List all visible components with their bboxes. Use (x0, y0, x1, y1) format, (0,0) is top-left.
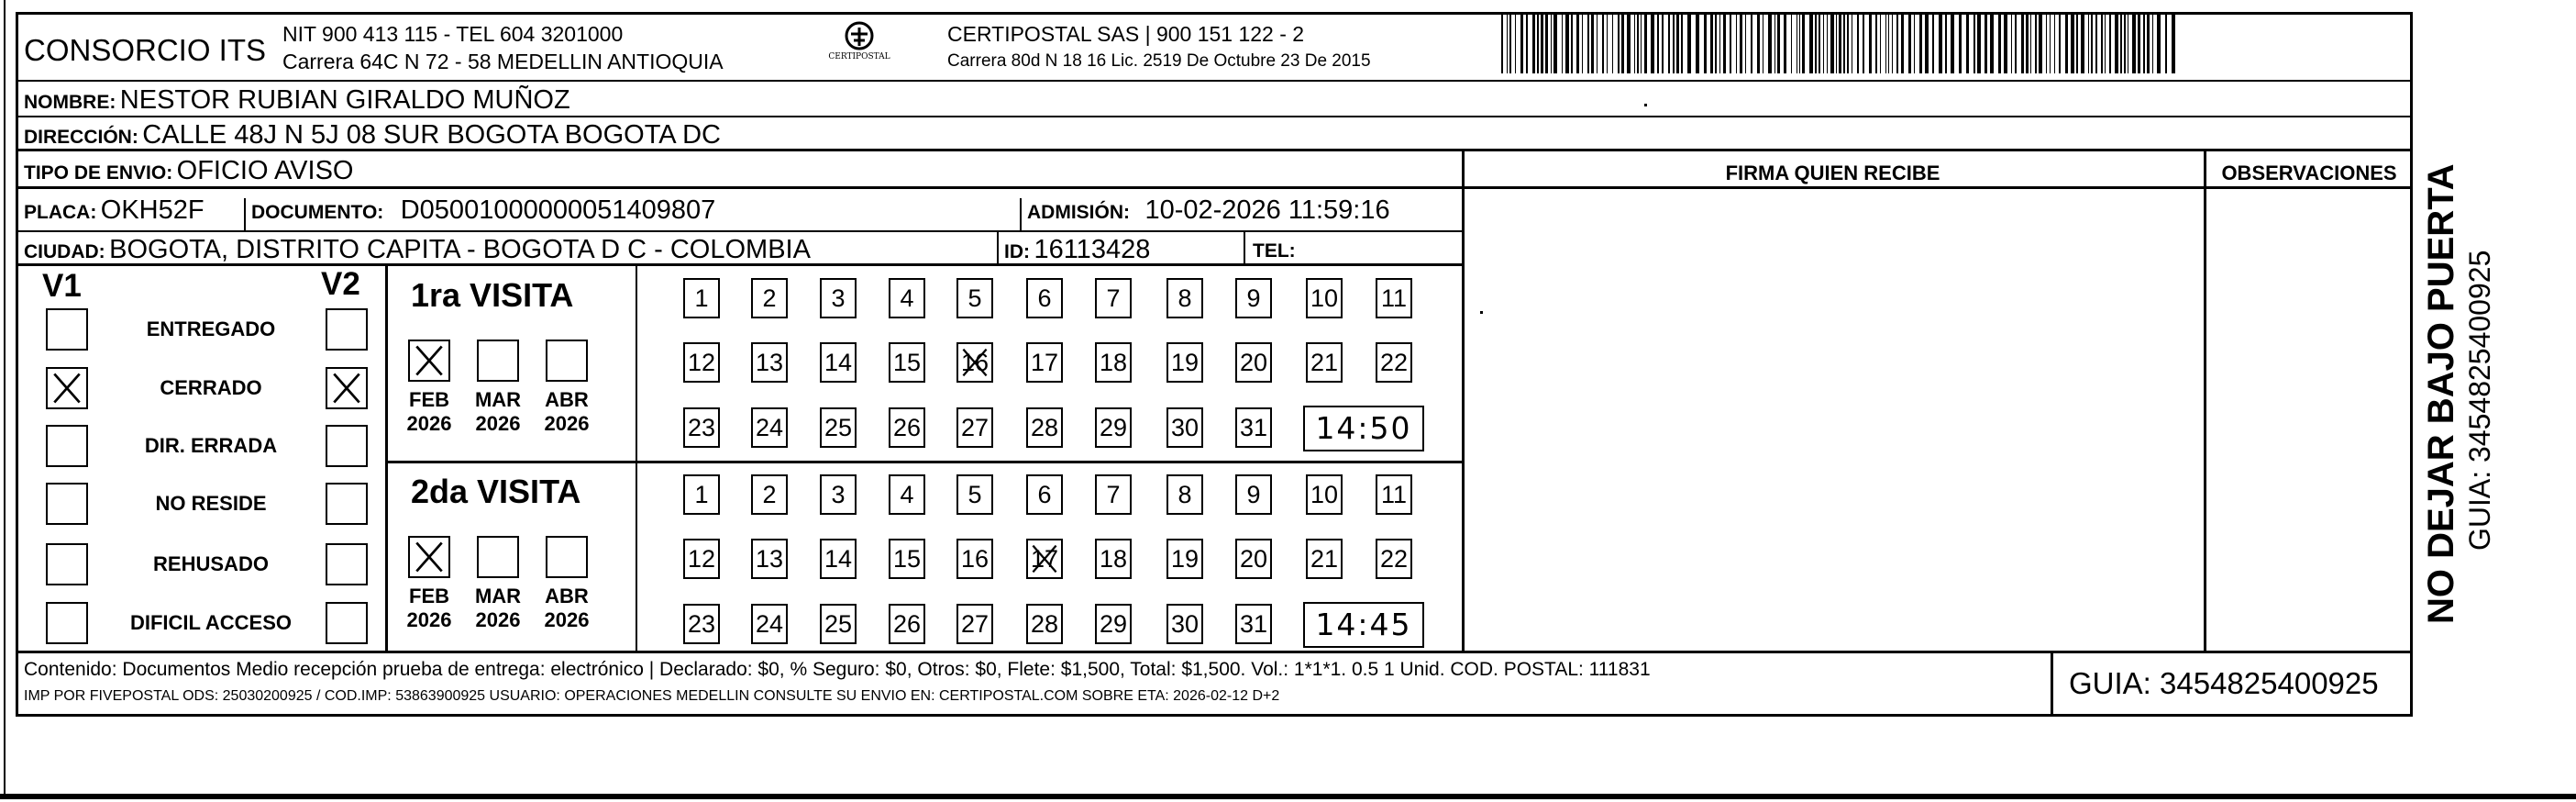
visit-day-box[interactable]: 19 (1166, 539, 1203, 579)
barcode-bar (1587, 13, 1589, 73)
visit-day-box[interactable]: 7 (1095, 278, 1132, 318)
barcode-bar (2059, 13, 2061, 73)
address-value: CALLE 48J N 5J 08 SUR BOGOTA BOGOTA DC (142, 120, 721, 150)
barcode-bar (1696, 13, 1699, 73)
visit-day-box[interactable]: 28 (1026, 407, 1063, 448)
barcode-bar (2091, 13, 2093, 73)
barcode-bar (1571, 13, 1573, 73)
visit-month-checkbox[interactable] (546, 536, 588, 578)
day-x-mark-icon (1028, 540, 1061, 577)
city-label: CIUDAD: (24, 241, 105, 262)
barcode-bar (1802, 13, 1805, 73)
visit-day-box[interactable]: 16 (956, 342, 993, 383)
company-name: CONSORCIO ITS (24, 33, 267, 67)
barcode-bar (2138, 13, 2140, 73)
x-mark-icon (48, 369, 86, 407)
visit-day-box[interactable]: 7 (1095, 474, 1132, 515)
barcode-bar (2120, 13, 2122, 73)
visit-day-box[interactable]: 4 (889, 278, 925, 318)
name-value: NESTOR RUBIAN GIRALDO MUÑOZ (119, 85, 570, 115)
status-v1-checkbox[interactable] (46, 483, 88, 525)
barcode-bar (1668, 13, 1670, 73)
barcode-bar (1819, 13, 1820, 73)
barcode-bar (1602, 13, 1604, 73)
visit-time-box[interactable]: 14:45 (1303, 602, 1424, 648)
visit-month-checkbox[interactable] (408, 340, 450, 382)
barcode-bar (1757, 13, 1760, 73)
barcode-bar (1863, 13, 1864, 73)
barcode-bar (2165, 13, 2167, 73)
visit-month-checkbox[interactable] (477, 536, 519, 578)
visit-day-box[interactable]: 13 (751, 342, 788, 383)
company-address: Carrera 64C N 72 - 58 MEDELLIN ANTIOQUIA (282, 50, 724, 73)
barcode-bar (2152, 13, 2153, 73)
barcode-bar (1857, 13, 1859, 73)
barcode-bar (1951, 13, 1954, 73)
status-v1-checkbox[interactable] (46, 602, 88, 644)
barcode-bar (1545, 13, 1548, 73)
visit-day-box[interactable]: 18 (1095, 342, 1132, 383)
barcode-bar (2071, 13, 2074, 73)
company-nit: NIT 900 413 115 - TEL 604 3201000 (282, 22, 624, 46)
barcode-bar (1537, 13, 1539, 73)
status-v2-checkbox[interactable] (326, 308, 368, 351)
visit-day-box[interactable]: 16 (956, 539, 993, 579)
barcode-bar (2035, 13, 2037, 73)
barcode-bar (1715, 13, 1717, 73)
barcode-bar (1657, 13, 1659, 73)
barcode-bar (2030, 13, 2031, 73)
barcode-bar (1621, 13, 1624, 73)
barcode-bar (2115, 13, 2118, 73)
visit-day-box[interactable]: 9 (1235, 278, 1272, 318)
barcode-bar (1914, 13, 1915, 73)
visit-day-box[interactable]: 1 (683, 278, 720, 318)
visit-day-box[interactable]: 23 (683, 604, 720, 644)
visit-day-box[interactable]: 3 (820, 278, 857, 318)
carrier-address: Carrera 80d N 18 16 Lic. 2519 De Octubre 23 De 2015 (947, 51, 1371, 71)
barcode-bar (1553, 13, 1557, 73)
visit-day-box[interactable]: 22 (1376, 342, 1412, 383)
document-label: DOCUMENTO: (251, 202, 384, 223)
visit-day-box[interactable]: 1 (683, 474, 720, 515)
barcode-bar (1751, 13, 1752, 73)
visit-day-box[interactable]: 24 (751, 407, 788, 448)
barcode-bar (1730, 13, 1731, 73)
admission-label: ADMISIÓN: (1027, 202, 1130, 223)
stray-dot (1480, 311, 1483, 314)
visit-day-box[interactable]: 26 (889, 407, 925, 448)
visit-year-label: 2026 (475, 608, 521, 631)
barcode-bar (1565, 13, 1569, 73)
barcode-bar (1932, 13, 1934, 73)
visit-day-box[interactable]: 6 (1026, 278, 1063, 318)
visit-month-checkbox[interactable] (546, 340, 588, 382)
barcode-bar (2076, 13, 2078, 73)
barcode-bar (2021, 13, 2024, 73)
barcode-bar (2088, 13, 2089, 73)
barcode-bar (2026, 13, 2029, 73)
barcode-bar (1618, 13, 1620, 73)
visit-day-box[interactable]: 23 (683, 407, 720, 448)
visit-day-box[interactable]: 31 (1235, 604, 1272, 644)
barcode-bar (1977, 13, 1981, 73)
barcode-bar (1809, 13, 1813, 73)
barcode-bar (1784, 13, 1786, 73)
barcode-bar (1719, 13, 1720, 73)
barcode-bar (1687, 13, 1691, 73)
barcode-bar (2011, 13, 2012, 73)
barcode-bar (1736, 13, 1737, 73)
type-value: OFICIO AVISO (176, 156, 354, 185)
visit-title: 1ra VISITA (411, 276, 574, 314)
certipostal-logo (827, 20, 891, 66)
visit-day-box[interactable]: 2 (751, 474, 788, 515)
visit-day-box[interactable]: 31 (1235, 407, 1272, 448)
visit-year-label: 2026 (544, 608, 590, 631)
bottom-cut-line (0, 794, 2576, 799)
barcode-bar (1985, 13, 1987, 73)
barcode-bar (1799, 13, 1800, 73)
barcode-bar (1501, 13, 1503, 73)
visit-month-divider (636, 263, 637, 651)
barcode-bar (2105, 13, 2106, 73)
barcode-bar (1777, 13, 1780, 73)
barcode-bar (1919, 13, 1922, 73)
barcode-bar (1526, 13, 1528, 73)
barcode-bar (2004, 13, 2007, 73)
tel-label: TEL: (1253, 240, 1296, 262)
x-mark-icon (410, 538, 448, 576)
visit-day-box[interactable]: 14 (820, 539, 857, 579)
barcode-bar (1607, 13, 1608, 73)
barcode-bar (1908, 13, 1911, 73)
left-edge-line (4, 0, 6, 798)
visit-year-label: 2026 (406, 412, 452, 435)
visit-day-box[interactable]: 15 (889, 539, 925, 579)
visit-day-box[interactable]: 3 (820, 474, 857, 515)
visit-day-box[interactable]: 29 (1095, 407, 1132, 448)
visit-day-box[interactable]: 17 (1026, 539, 1063, 579)
barcode-bar (2172, 13, 2175, 73)
name-label: NOMBRE: (24, 92, 116, 113)
status-v2-checkbox[interactable] (326, 543, 368, 585)
visit-month-label: FEB (409, 585, 449, 607)
barcode-bar (1959, 13, 1962, 73)
visit-month-label: FEB (409, 388, 449, 411)
status-v1-checkbox[interactable] (46, 425, 88, 467)
visit-day-box[interactable]: 10 (1306, 474, 1343, 515)
visit-month-label: MAR (474, 388, 522, 411)
barcode-bar (1901, 13, 1904, 73)
id-field (1004, 235, 1150, 265)
barcode-bar (2046, 13, 2047, 73)
visit-day-box[interactable]: 5 (956, 278, 993, 318)
visit-day-box[interactable]: 14 (820, 342, 857, 383)
footer-guia: GUIA: 3454825400925 (2069, 666, 2379, 700)
barcode-bar (1815, 13, 1817, 73)
x-mark-icon (327, 369, 366, 407)
observations-left-border (2204, 149, 2206, 651)
barcode-bar (1830, 13, 1834, 73)
barcode-bar (1662, 13, 1664, 73)
barcode-bar (1875, 13, 1877, 73)
visit-year-label: 2026 (544, 412, 590, 435)
visit-day-box[interactable]: 11 (1376, 474, 1412, 515)
barcode-bar (1827, 13, 1828, 73)
barcode-bar (1676, 13, 1679, 73)
barcode-bar (1532, 13, 1535, 73)
visit-month-checkbox[interactable] (477, 340, 519, 382)
barcode-bar (2050, 13, 2051, 73)
barcode-bar (1515, 13, 1516, 73)
barcode-bar (1576, 13, 1579, 73)
plate-field (24, 195, 205, 226)
row-line-3 (16, 186, 2413, 189)
x-mark-icon (410, 341, 448, 380)
status-label: DIR. ERRADA (144, 434, 278, 457)
barcode-bar (1582, 13, 1583, 73)
barcode-bar (1869, 13, 1872, 73)
status-v1-checkbox[interactable] (46, 543, 88, 585)
status-v2-checkbox[interactable] (326, 367, 368, 409)
barcode-bar (1791, 13, 1792, 73)
barcode-bar (2065, 13, 2068, 73)
document-field (251, 195, 715, 226)
visit-year-label: 2026 (475, 412, 521, 435)
status-label: CERRADO (160, 376, 262, 399)
visit-day-box[interactable]: 17 (1026, 342, 1063, 383)
visit-day-box[interactable]: 9 (1235, 474, 1272, 515)
visit-year-label: 2026 (406, 608, 452, 631)
status-v2-checkbox[interactable] (326, 425, 368, 467)
barcode-bar (2054, 13, 2055, 73)
visit-day-box[interactable]: 2 (751, 278, 788, 318)
barcode-bar (1710, 13, 1713, 73)
header-divider (16, 80, 2413, 82)
visit-day-box[interactable]: 12 (683, 342, 720, 383)
address-label: DIRECCIÓN: (24, 127, 138, 148)
visit-day-box[interactable]: 18 (1095, 539, 1132, 579)
stray-dot (1644, 104, 1647, 106)
status-v1-checkbox[interactable] (46, 367, 88, 409)
status-v2-checkbox[interactable] (326, 602, 368, 644)
day-x-mark-icon (958, 344, 991, 381)
barcode-bar (2157, 13, 2161, 73)
visit-title: 2da VISITA (411, 473, 581, 510)
signature-header: FIRMA QUIEN RECIBE (1725, 162, 1940, 184)
admission-divider (1020, 198, 1022, 230)
barcode-bar (1634, 13, 1635, 73)
tel-divider (1244, 230, 1245, 263)
visit-day-box[interactable]: 27 (956, 604, 993, 644)
barcode-bar (1839, 13, 1841, 73)
visit-day-box[interactable]: 12 (683, 539, 720, 579)
admission-value: 10-02-2026 11:59:16 (1144, 195, 1390, 225)
visit-day-box[interactable]: 25 (820, 604, 857, 644)
barcode-bar (1939, 13, 1942, 73)
barcode-bar (2143, 13, 2145, 73)
barcode-bar (1892, 13, 1893, 73)
label-frame (16, 12, 2413, 717)
footer-guia-divider (2051, 651, 2053, 717)
barcode-bar (1591, 13, 1594, 73)
status-block-right-border (385, 263, 388, 651)
id-value: 16113428 (1034, 235, 1151, 264)
barcode-bar (2015, 13, 2017, 73)
v1-label: V1 (42, 268, 82, 304)
type-field (24, 156, 353, 186)
carrier-name: CERTIPOSTAL SAS | 900 151 122 - 2 (947, 22, 1305, 46)
visit-month-label: ABR (545, 585, 589, 607)
visit-day-box[interactable]: 21 (1306, 342, 1343, 383)
visit-day-box[interactable]: 5 (956, 474, 993, 515)
visit-day-box[interactable]: 20 (1235, 342, 1272, 383)
visit-month-label: MAR (474, 585, 522, 607)
document-value: D05001000000051409807 (400, 195, 716, 225)
barcode-bar (1641, 13, 1642, 73)
barcode-bar (1925, 13, 1929, 73)
status-v2-checkbox[interactable] (326, 483, 368, 525)
visit-day-box[interactable]: 24 (751, 604, 788, 644)
barcode-bar (2124, 13, 2126, 73)
barcode-bar (1507, 13, 1508, 73)
barcode-bar (1509, 13, 1511, 73)
barcode-bar (2095, 13, 2097, 73)
visit-day-box[interactable]: 13 (751, 539, 788, 579)
visit-time-box[interactable]: 14:50 (1303, 406, 1424, 451)
id-label: ID: (1004, 241, 1030, 262)
visit-month-label: ABR (545, 388, 589, 411)
barcode-bar (1651, 13, 1654, 73)
barcode-bar (1637, 13, 1639, 73)
barcode-bar (1597, 13, 1598, 73)
visit-day-box[interactable]: 11 (1376, 278, 1412, 318)
barcode-bar (1627, 13, 1631, 73)
barcode-bar (1973, 13, 1975, 73)
barcode-bar (1880, 13, 1881, 73)
type-label: TIPO DE ENVIO: (24, 162, 173, 184)
plate-value: OKH52F (100, 195, 205, 225)
barcode-bar (1885, 13, 1886, 73)
barcode-bar (1740, 13, 1742, 73)
status-v1-checkbox[interactable] (46, 308, 88, 351)
visit-day-box[interactable]: 10 (1306, 278, 1343, 318)
barcode-bar (1896, 13, 1898, 73)
barcode-bar (1945, 13, 1947, 73)
status-label: DIFICIL ACCESO (129, 611, 292, 634)
barcode-bar (1541, 13, 1543, 73)
barcode-bar (1673, 13, 1675, 73)
observations-header: OBSERVACIONES (2221, 162, 2397, 184)
barcode-bar (1612, 13, 1613, 73)
visit-day-box[interactable]: 30 (1166, 604, 1203, 644)
barcode-bar (1768, 13, 1772, 73)
visit-month-checkbox[interactable] (408, 536, 450, 578)
address-field (24, 120, 721, 150)
barcode-bar (1774, 13, 1775, 73)
barcode-bar (1745, 13, 1746, 73)
barcode-bar (2081, 13, 2084, 73)
footer-line-2: IMP POR FIVEPOSTAL ODS: 25030200925 / COD.IMP: 53863900925 USUARIO: OPERACIONES MEDELLIN CONSULTE SU ENVIO EN: CERTIPOSTAL.COM SOBRE ETA: 2026-02-12 D+2 (24, 688, 1280, 704)
barcode-bar (2147, 13, 2150, 73)
barcode-bar (1966, 13, 1969, 73)
city-value: BOGOTA, DISTRITO CAPITA - BOGOTA D C - COLOMBIA (109, 235, 811, 264)
barcode-bar (2101, 13, 2103, 73)
id-divider (997, 230, 999, 263)
barcode-bar (2109, 13, 2111, 73)
visit-day-box[interactable]: 25 (820, 407, 857, 448)
visit-day-box[interactable]: 26 (889, 604, 925, 644)
barcode-bar (1847, 13, 1849, 73)
barcode-bar (1520, 13, 1523, 73)
barcode-graphic (1499, 13, 2183, 73)
visit-day-box[interactable]: 8 (1166, 474, 1203, 515)
barcode-bar (1723, 13, 1726, 73)
barcode-bar (2039, 13, 2042, 73)
visit-day-box[interactable]: 8 (1166, 278, 1203, 318)
visit-day-box[interactable]: 22 (1376, 539, 1412, 579)
visit-day-box[interactable]: 6 (1026, 474, 1063, 515)
barcode-bar (1836, 13, 1837, 73)
visit-day-box[interactable]: 29 (1095, 604, 1132, 644)
status-label: REHUSADO (153, 552, 269, 575)
barcode-bar (1888, 13, 1889, 73)
status-label: ENTREGADO (146, 317, 276, 340)
certipostal-logo-text: CERTIPOSTAL (828, 52, 890, 61)
barcode-bar (1704, 13, 1707, 73)
admission-field (1027, 195, 1390, 226)
v2-label: V2 (321, 266, 360, 302)
barcode-bar (1644, 13, 1647, 73)
city-field (24, 235, 811, 265)
footer-line-1: Contenido: Documentos Medio recepción prueba de entrega: electrónico | Declarado: $0, % Seguro: $0, Otros: $0, Flete: $1,500, Total: $1,500. Vol.: 1*1*1. 0.5 1 Unid. COD. POSTAL: 111831 (24, 659, 1651, 680)
visit-day-box[interactable]: 28 (1026, 604, 1063, 644)
barcode-bar (1823, 13, 1824, 73)
barcode-bar (1562, 13, 1563, 73)
plate-label: PLACA: (24, 202, 97, 223)
visit-day-box[interactable]: 19 (1166, 342, 1203, 383)
row-line-1 (16, 116, 2413, 117)
visit-day-box[interactable]: 30 (1166, 407, 1203, 448)
barcode-bar (1843, 13, 1845, 73)
barcode-bar (2132, 13, 2136, 73)
barcode (1499, 13, 2183, 73)
barcode-bar (1990, 13, 1994, 73)
side-warning: NO DEJAR BAJO PUERTA (2421, 163, 2461, 624)
barcode-bar (1551, 13, 1552, 73)
signature-left-border (1462, 149, 1465, 651)
visit-day-box[interactable]: 27 (956, 407, 993, 448)
plate-divider (244, 198, 246, 230)
visit-day-box[interactable]: 20 (1235, 539, 1272, 579)
status-label: NO RESIDE (155, 492, 267, 515)
barcode-bar (1998, 13, 2001, 73)
visit-day-box[interactable]: 15 (889, 342, 925, 383)
visit-day-box[interactable]: 4 (889, 474, 925, 515)
barcode-bar (1681, 13, 1683, 73)
name-field (24, 85, 570, 116)
side-guia: GUIA: 3454825400925 (2463, 250, 2496, 551)
visit-divider (385, 461, 1462, 463)
visit-day-box[interactable]: 21 (1306, 539, 1343, 579)
